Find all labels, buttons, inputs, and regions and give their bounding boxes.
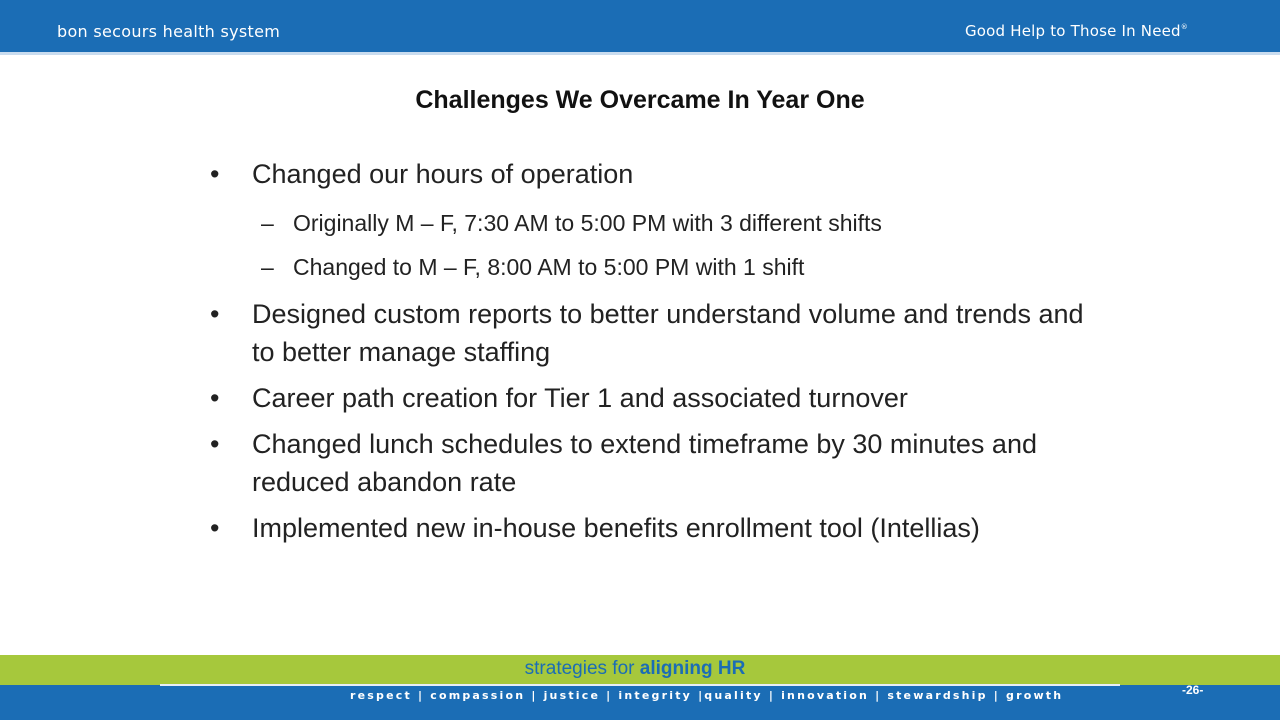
bullet-text: Changed lunch schedules to extend timeframe by 30 minutes and reduced abandon rate	[252, 429, 1037, 497]
bullet-item	[210, 155, 1090, 193]
footer-divider	[160, 684, 1120, 686]
bullet-item	[210, 425, 1090, 501]
bullet-glyph: •	[210, 429, 220, 459]
header-bar	[0, 0, 1280, 55]
bullet-text: Changed our hours of operation	[252, 159, 634, 189]
registered-mark: ®	[1180, 23, 1188, 31]
dash-glyph: –	[261, 210, 274, 236]
page-number: -26-	[1182, 683, 1204, 697]
footer-tagline	[0, 658, 1270, 680]
bullet-text: Career path creation for Tier 1 and associated turnover	[252, 383, 908, 413]
bullet-item	[210, 379, 1090, 417]
bullet-glyph: •	[210, 159, 220, 189]
bullet-item	[210, 295, 1090, 371]
sub-bullet-list	[210, 201, 1090, 289]
sub-bullet-text: Originally M – F, 7:30 AM to 5:00 PM with 3 different shifts	[293, 210, 882, 236]
sub-bullet-item	[210, 245, 1090, 289]
dash-glyph: –	[261, 254, 274, 280]
brand-name: bon secours health system	[57, 22, 281, 41]
slide-title: Challenges We Overcame In Year One	[415, 86, 865, 114]
bullet-glyph: •	[210, 299, 220, 329]
bullet-glyph: •	[210, 383, 220, 413]
bullet-glyph: •	[210, 513, 220, 543]
bullet-item	[210, 509, 1090, 547]
brand-tagline	[965, 22, 1188, 40]
bullet-text: Implemented new in-house benefits enrollment tool (Intellias)	[252, 513, 980, 543]
values-statement: respect | compassion | justice | integrity |quality | innovation | stewardship | growth	[350, 689, 1064, 702]
tagline-bold: aligning HR	[639, 658, 746, 679]
bullet-text: Designed custom reports to better understand volume and trends and to better manage staffing	[252, 299, 1084, 367]
bullet-list	[210, 155, 1090, 555]
tagline-prefix: strategies for	[524, 658, 635, 679]
brand-tagline-text: Good Help to Those In Need	[964, 22, 1181, 40]
sub-bullet-text: Changed to M – F, 8:00 AM to 5:00 PM with 1 shift	[293, 254, 805, 280]
sub-bullet-item	[210, 201, 1090, 245]
